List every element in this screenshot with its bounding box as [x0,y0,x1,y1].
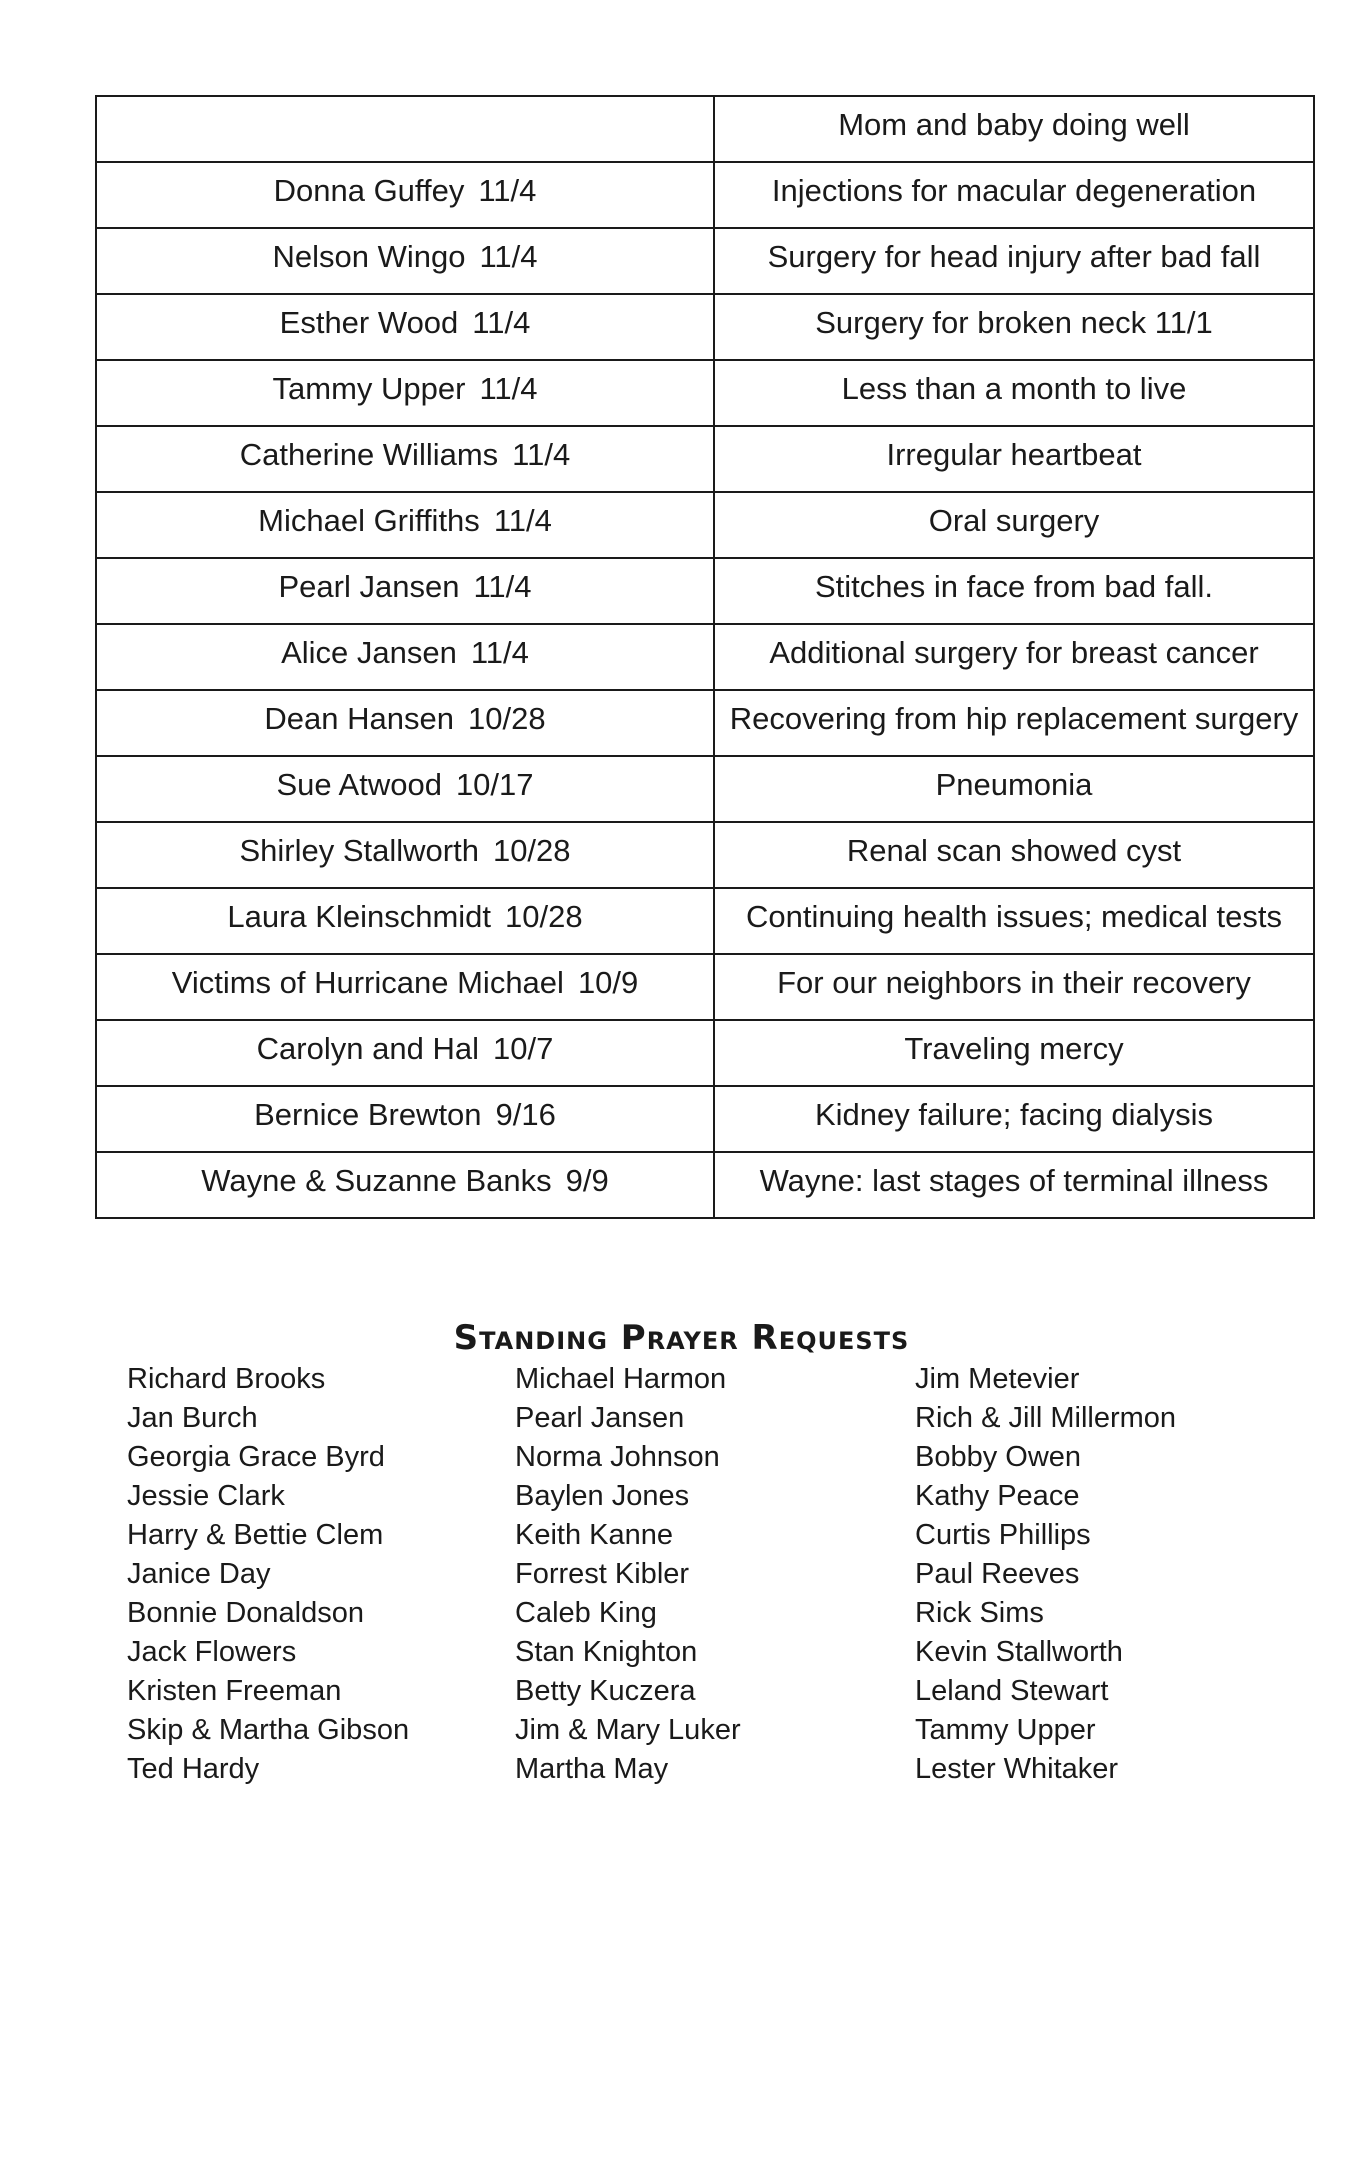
standing-request-name: Curtis Phillips [915,1519,1091,1551]
prayer-request-cell [714,96,1314,162]
prayer-row [96,954,1314,1020]
standing-request-name: Ted Hardy [127,1753,260,1785]
prayer-request: Pneumonia [935,767,1093,802]
prayer-request: Surgery for head injury after bad fall [767,239,1261,274]
prayer-date: 10/28 [468,701,546,736]
prayer-name-cell [96,162,714,228]
prayer-request-cell [714,1152,1314,1218]
standing-requests-column-3 [915,1360,1176,1789]
standing-request-name: Bonnie Donaldson [127,1597,365,1629]
standing-request-name: Skip & Martha Gibson [127,1714,410,1746]
standing-request-name: Jack Flowers [127,1636,297,1668]
prayer-request-cell [714,492,1314,558]
standing-requests-title: Standing Prayer Requests [453,1318,910,1358]
standing-request-name: Tammy Upper [915,1714,1096,1746]
prayer-row [96,690,1314,756]
prayer-request-cell [714,1086,1314,1152]
prayer-date: 10/9 [577,965,639,1000]
prayer-date: 11/4 [479,239,538,274]
prayer-request: Traveling mercy [904,1031,1124,1066]
standing-request-name: Stan Knighton [515,1636,698,1668]
prayer-date: 11/4 [512,437,571,472]
prayer-row [96,1086,1314,1152]
standing-request-name: Georgia Grace Byrd [127,1441,385,1473]
prayer-row [96,624,1314,690]
prayer-name-cell [96,492,714,558]
prayer-name-cell [96,558,714,624]
standing-request-name: Harry & Bettie Clem [127,1519,384,1551]
standing-request-name: Kristen Freeman [127,1675,342,1707]
standing-request-name: Jim & Mary Luker [515,1714,741,1746]
prayer-row [96,294,1314,360]
prayer-date: 11/4 [493,503,552,538]
prayer-request-cell [714,624,1314,690]
standing-request-name: Forrest Kibler [515,1558,690,1590]
prayer-row [96,360,1314,426]
prayer-request-cell [714,558,1314,624]
prayer-name-cell [96,96,714,162]
prayer-request-cell [714,954,1314,1020]
prayer-request: Surgery for broken neck 11/1 [815,305,1213,340]
prayer-date: 10/17 [455,767,534,802]
prayer-name-cell [96,426,714,492]
prayer-name: Catherine Williams [239,437,499,472]
prayer-row [96,1152,1314,1218]
standing-request-name: Kathy Peace [915,1480,1080,1512]
prayer-name-cell [96,822,714,888]
prayer-name-cell [96,294,714,360]
standing-request-name: Janice Day [127,1558,271,1590]
prayer-request-cell [714,888,1314,954]
standing-request-name: Leland Stewart [915,1675,1109,1707]
prayer-name: Alice Jansen [281,635,457,670]
prayer-list-body [96,96,1314,1218]
standing-request-name: Keith Kanne [515,1519,674,1551]
standing-request-name: Caleb King [515,1597,657,1629]
prayer-request: Wayne: last stages of terminal illness [759,1163,1269,1198]
prayer-name: Michael Griffiths [258,503,480,538]
prayer-request: Irregular heartbeat [886,437,1142,472]
prayer-name: Nelson Wingo [272,239,466,274]
prayer-request: Kidney failure; facing dialysis [814,1097,1214,1132]
prayer-date: 9/9 [565,1163,609,1198]
standing-request-name: Martha May [515,1753,669,1785]
standing-request-name: Baylen Jones [515,1480,690,1512]
prayer-request: Oral surgery [928,503,1100,538]
prayer-name-cell [96,1152,714,1218]
prayer-name: Carolyn and Hal [256,1031,479,1066]
prayer-name: Sue Atwood [276,767,442,802]
prayer-row [96,426,1314,492]
prayer-name-cell [96,690,714,756]
prayer-name: Tammy Upper [272,371,466,406]
prayer-date: 10/28 [492,833,571,868]
prayer-request-cell [714,228,1314,294]
prayer-name-cell [96,360,714,426]
standing-request-name: Betty Kuczera [515,1675,696,1707]
prayer-date: 11/4 [473,569,532,604]
prayer-request-cell [714,1020,1314,1086]
prayer-request-cell [714,756,1314,822]
prayer-request: For our neighbors in their recovery [777,965,1251,1000]
prayer-name: Victims of Hurricane Michael [171,965,564,1000]
prayer-date: 10/28 [505,899,583,934]
prayer-request-cell [714,690,1314,756]
standing-request-name: Jan Burch [127,1402,258,1434]
prayer-row [96,756,1314,822]
prayer-date: 10/7 [492,1031,554,1066]
prayer-row [96,888,1314,954]
prayer-row [96,492,1314,558]
standing-request-name: Bobby Owen [915,1441,1082,1473]
prayer-row [96,1020,1314,1086]
prayer-name-cell [96,888,714,954]
prayer-name-cell [96,1020,714,1086]
standing-requests-column-2 [515,1360,741,1789]
standing-request-name: Michael Harmon [515,1363,727,1395]
prayer-request: Continuing health issues; medical tests [746,899,1282,934]
prayer-name: Wayne & Suzanne Banks [201,1163,552,1198]
standing-request-name: Pearl Jansen [515,1402,685,1434]
standing-request-name: Kevin Stallworth [915,1636,1123,1668]
prayer-date: 11/4 [478,173,537,208]
prayer-row [96,96,1314,162]
prayer-row [96,162,1314,228]
prayer-request: Mom and baby doing well [838,107,1190,142]
standing-request-name: Rich & Jill Millermon [915,1402,1177,1434]
standing-request-name: Jessie Clark [127,1480,285,1512]
standing-request-name: Lester Whitaker [915,1753,1119,1785]
prayer-request: Additional surgery for breast cancer [769,635,1259,670]
prayer-list-table [95,95,1315,1219]
prayer-request-cell [714,162,1314,228]
prayer-row [96,558,1314,624]
prayer-date: 11/4 [479,371,538,406]
prayer-request-cell [714,426,1314,492]
prayer-name: Laura Kleinschmidt [227,899,492,934]
prayer-request: Injections for macular degeneration [771,173,1257,208]
prayer-name: Dean Hansen [264,701,454,736]
prayer-row [96,822,1314,888]
prayer-name-cell [96,624,714,690]
prayer-request-cell [714,294,1314,360]
prayer-request-cell [714,360,1314,426]
prayer-name: Shirley Stallworth [239,833,479,868]
standing-requests-column-1 [127,1360,409,1789]
prayer-name-cell [96,1086,714,1152]
standing-request-name: Paul Reeves [915,1558,1080,1590]
prayer-date: 11/4 [472,305,531,340]
prayer-name: Esther Wood [279,305,459,340]
prayer-request-cell [714,822,1314,888]
prayer-request: Stitches in face from bad fall. [814,569,1214,604]
standing-request-name: Norma Johnson [515,1441,720,1473]
prayer-row [96,228,1314,294]
prayer-request: Less than a month to live [841,371,1187,406]
prayer-request: Renal scan showed cyst [846,833,1182,868]
standing-request-name: Rick Sims [915,1597,1044,1629]
prayer-date: 9/16 [495,1097,556,1132]
prayer-request: Recovering from hip replacement surgery [729,701,1299,736]
prayer-name: Donna Guffey [273,173,465,208]
prayer-name-cell [96,228,714,294]
prayer-name: Pearl Jansen [278,569,460,604]
prayer-date: 11/4 [470,635,529,670]
standing-request-name: Jim Metevier [915,1363,1080,1395]
prayer-name: Bernice Brewton [254,1097,482,1132]
prayer-name-cell [96,756,714,822]
standing-request-name: Richard Brooks [127,1363,326,1395]
prayer-name-cell [96,954,714,1020]
